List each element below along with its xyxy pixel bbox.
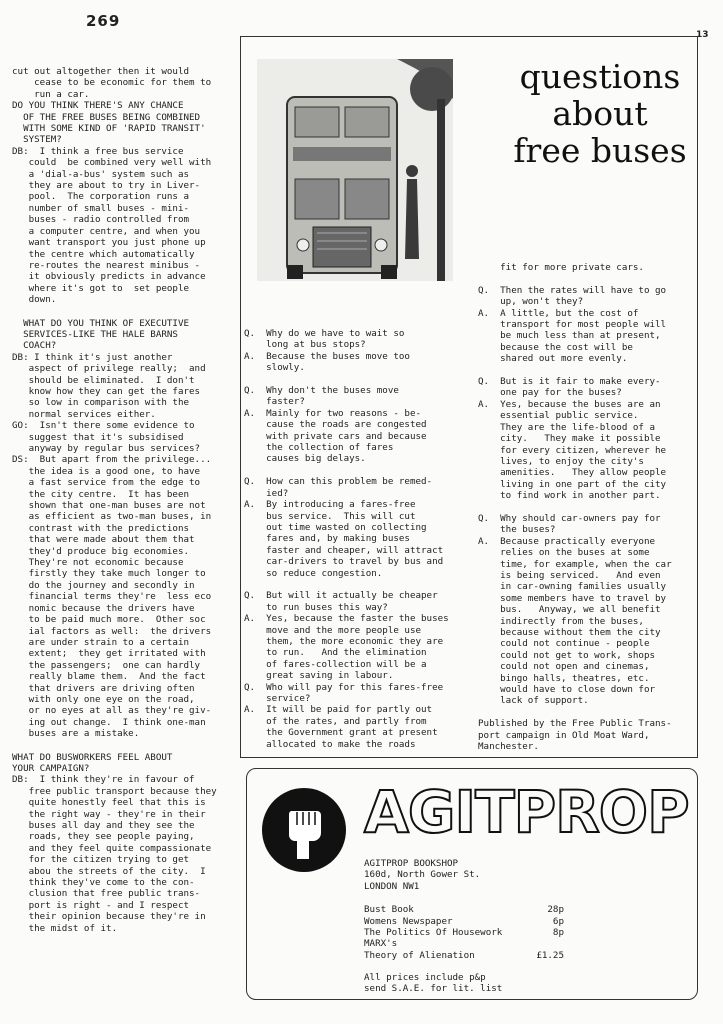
price-list-item — [364, 950, 564, 961]
raised-fist-icon — [261, 787, 347, 873]
interview-column — [12, 66, 234, 946]
item-name: Bust Book — [364, 904, 414, 916]
item-name: The Politics Of Housework — [364, 927, 503, 939]
article-title-text: questions about free buses — [513, 57, 687, 170]
item-price: 8p — [552, 927, 564, 939]
corner-mark: 13 — [696, 30, 709, 40]
price-list-item — [364, 927, 564, 938]
page-number: 269 — [86, 12, 121, 30]
interview-block-busworkers: WHAT DO BUSWORKERS FEEL ABOUT YOUR CAMPAIGN? DB: I think they're in favour of free public transport because they quite honestly feel that this is the right way - they're in their buses all day and they see the roads, they see people paying, and they feel quite compassionate for the citizen trying to get abou the streets of the city. I think they've come to the con- clusion that free public trans- port is right - and I respect their opinion because they're in the midst of it. — [12, 751, 217, 934]
item-price: 28p — [547, 904, 564, 916]
item-name: Theory of Alienation — [364, 949, 475, 961]
price-list-item — [364, 904, 564, 915]
bookshop-details — [364, 858, 564, 961]
price-list-item — [364, 938, 564, 949]
prices-note: All prices include p&p send S.A.E. for lit. list — [364, 972, 503, 995]
item-name: Womens Newspaper — [364, 915, 453, 927]
bus-photo — [257, 59, 453, 281]
item-name: MARX's — [364, 938, 398, 950]
article-title — [500, 58, 700, 169]
item-price: 6p — [552, 915, 564, 927]
qa-column-left: Q. Why do we have to wait so long at bus stops? A. Because the buses move too slowly. Q. Why don't the buses move faster? A. Mainly for two reasons - be- cause the roads are congested with private cars and because the collection of fares causes big delays. Q. How can this problem be remed- ied? A. By introducing a fares-free bus service. This will cut out time wasted on collecting fares and, by making buses faster and cheaper, will attract car-drivers to travel by bus and so reduce congestion. Q. But will it actually be cheaper to run buses this way? A. Yes, because the faster the buses move and the more people use them, the more economic they are to run. And the elimination of fares-collection will be a great saving in labour. Q. Who will pay for this fares-free service? A. It will be paid for partly out of the rates, and partly from the Government grant at present allocated to make the roads — [244, 328, 449, 750]
double-decker-bus-image — [257, 59, 453, 281]
price-list-item — [364, 916, 564, 927]
bookshop-address: AGITPROP BOOKSHOP 160d, North Gower St. LONDON NW1 — [364, 858, 481, 892]
agitprop-logo-text: AGITPROP — [364, 778, 689, 846]
item-price: £1.25 — [536, 949, 564, 961]
interview-block-rapid-transit: cut out altogether then it would cease to be economic for them to run a car. DO YOU THINK THERE'S ANY CHANCE OF THE FREE BUSES BEING COMBINED WITH SOME KIND OF 'RAPID TRANSIT' SYSTEM? DB: I think a free bus service could be combined very well with a 'dial-a-bus' system such as they are about to try in Liver- pool. The corporation runs a number of small buses - mini- buses - radio controlled from a computer centre, and when you want transport you just phone up the centre which automatically re-routes the nearest minibus - it obviously predicts in advance where it's got to set people down. — [12, 66, 212, 306]
qa-column-right: fit for more private cars. Q. Then the rates will have to go up, won't they? A. A little, but the cost of transport for most people will be much less than at present, because the cost will be shared out more evenly. Q. But is it fair to make every- one pay for the buses? A. Yes, because the buses are an essential public service. They are the life-blood of a city. They make it possible for every citizen, wherever he lives, to enjoy the city's amenities. They allow people living in one part of the city to find work in another part. Q. Why should car-owners pay for the buses? A. Because practically everyone relies on the buses at some time, for example, when the car is being serviced. And even in car-owning families usually some members have to travel by bus. Anyway, we all benefit indirectly from the buses, because without them the city could not continue - people could not get to work, shops could not open and cinemas, bingo halls, theatres, etc. would have to close down for lack of support. Published by the Free Public Trans- port campaign in Old Moat Ward, Manchester. — [478, 262, 672, 753]
interview-block-executive-services: WHAT DO YOU THINK OF EXECUTIVE SERVICES-LIKE THE HALE BARNS COACH? DB: I think it's just another aspect of privilege really; and should be eliminated. I don't know how they can get the fares so low in comparison with the normal services either. GO: Isn't there some evidence to suggest that it's subsidised anyway by regular bus services? DS: But apart from the privilege... the idea is a good one, to have a fast service from the edge to the city centre. It has been shown that one-man buses are not as efficient as two-man buses, in contrast with the predictions that were made about them that they'd produce big economies. They're not economic because firstly they take much longer to do the journey and secondly in financial terms they're less eco nomic because the drivers have to be paid much more. Other soc ial factors as well: the drivers are under strain to a certain extent; they get irritated with the passengers; one can hardly really blame them. And the fact that drivers are driving often with only one eye on the road, or no eyes at all as they're giv- ing out change. I think one-man buses are a mistake. — [12, 317, 212, 740]
